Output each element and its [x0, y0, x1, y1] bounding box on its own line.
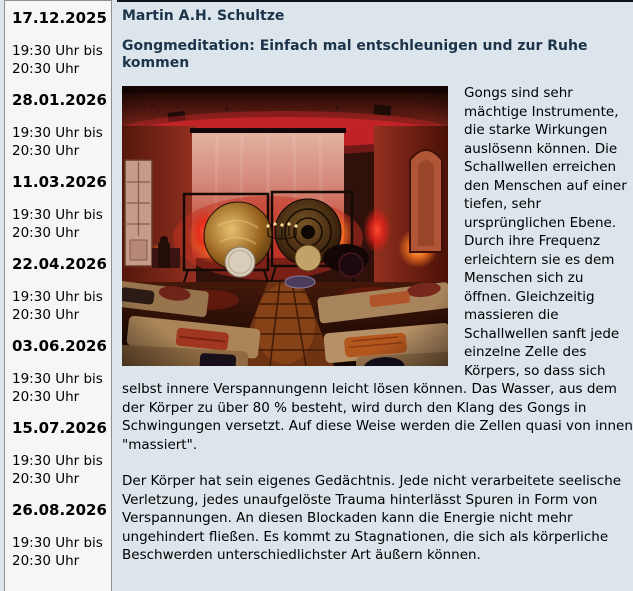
event-description-paragraph-2	[122, 472, 633, 565]
schedule-entry	[12, 91, 107, 160]
event-time-from: 19:30 Uhr bis	[12, 371, 103, 387]
event-detail-panel	[122, 0, 633, 565]
event-time-to: 20:30 Uhr	[12, 61, 80, 77]
event-time-to: 20:30 Uhr	[12, 225, 80, 241]
event-date: 15.07.2026	[12, 419, 107, 437]
event-date: 17.12.2025	[12, 9, 107, 27]
event-description-paragraph-1	[122, 84, 633, 454]
presenter-name: Martin A.H. Schultze	[122, 8, 285, 24]
event-time	[12, 288, 107, 324]
event-time-from: 19:30 Uhr bis	[12, 125, 103, 141]
event-time	[12, 42, 107, 78]
event-time	[12, 370, 107, 406]
event-time	[12, 124, 107, 160]
event-title: Gongmeditation: Einfach mal entschleunigen und zur Ruhe kommen	[122, 38, 588, 71]
event-date: 03.06.2026	[12, 337, 107, 355]
schedule-entry	[12, 255, 107, 324]
event-description-text-2: Der Körper hat sein eigenes Gedächtnis. Jede nicht verarbeitete seelische Verletzung, jedes unaufgelöste Trauma hinterlässt Spuren in Form von Verspannungen. An diesen Blockaden kann die Energie nicht mehr ungehindert fließen. Es kommt zu Stagnationen, die sich als körperliche Beschwerden unterschiedlichster Art äußern können.	[122, 473, 622, 563]
schedule-entry	[12, 9, 107, 78]
event-time-from: 19:30 Uhr bis	[12, 43, 103, 59]
event-time-to: 20:30 Uhr	[12, 307, 80, 323]
event-photo	[122, 86, 448, 366]
schedule-entry	[12, 173, 107, 242]
event-time	[12, 206, 107, 242]
schedule-entry	[12, 419, 107, 488]
event-time	[12, 534, 107, 570]
event-time-from: 19:30 Uhr bis	[12, 535, 103, 551]
event-time-from: 19:30 Uhr bis	[12, 207, 103, 223]
event-date: 26.08.2026	[12, 501, 107, 519]
event-time	[12, 452, 107, 488]
event-time-to: 20:30 Uhr	[12, 471, 80, 487]
event-description-text-1: Gongs sind sehr mächtige Instrumente, die starke Wirkungen auslösenn können. Die Schallwellen erreichen den Menschen auf einer tiefen, sehr ursprünglichen Ebene. Durch ihre Frequenz erleichtern sie es dem Menschen sich zu öffnen. Gleichzeitig massieren die Schallwellen sanft jede einzelne Zelle des Körpers, so dass sich selbst innere Verspannungenn leicht lösen können. Das Wasser, aus dem der Körper zu über 80 % besteht, wird durch den Klang des Gongs in Schwingungen versetzt. Auf diese Weise werden die Zellen quasi von innen "massiert".	[122, 85, 633, 453]
event-date: 22.04.2026	[12, 255, 107, 273]
schedule-sidebar	[4, 0, 112, 591]
event-time-to: 20:30 Uhr	[12, 389, 80, 405]
event-time-to: 20:30 Uhr	[12, 143, 80, 159]
event-date: 11.03.2026	[12, 173, 107, 191]
gong-room-photo-illustration	[122, 86, 448, 366]
event-time-to: 20:30 Uhr	[12, 553, 80, 569]
event-time-from: 19:30 Uhr bis	[12, 289, 103, 305]
schedule-entry	[12, 501, 107, 570]
event-time-from: 19:30 Uhr bis	[12, 453, 103, 469]
schedule-entry	[12, 337, 107, 406]
event-date: 28.01.2026	[12, 91, 107, 109]
